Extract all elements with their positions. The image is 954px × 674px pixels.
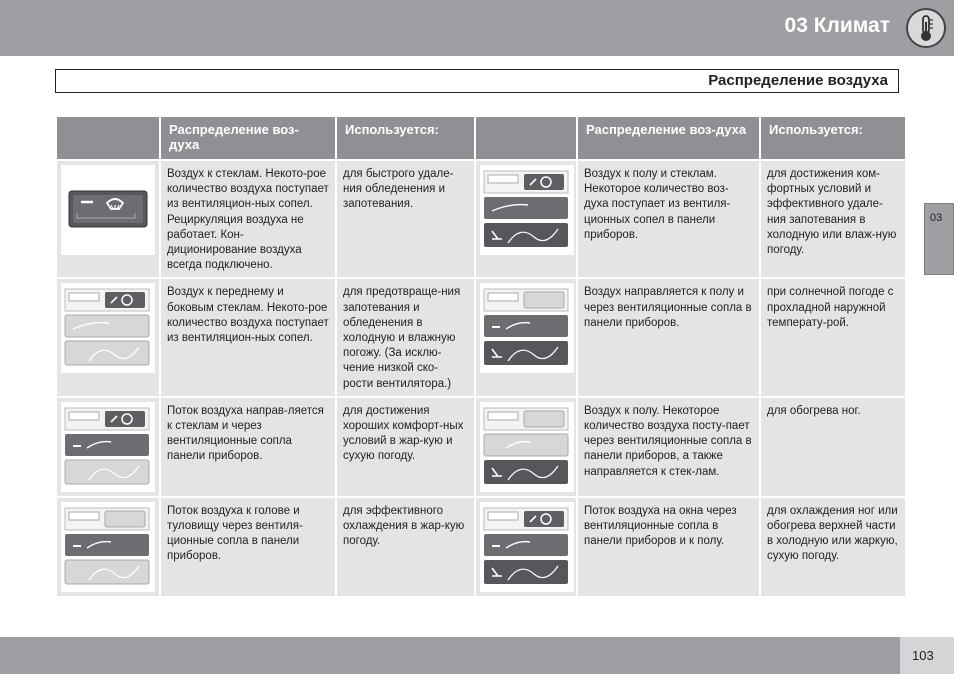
table-row [57, 161, 905, 277]
column-header [476, 117, 576, 159]
table-row [57, 498, 905, 596]
description-cell: Поток воздуха на окна через вентиляционные сопла в панели приборов и к полу. [578, 498, 759, 596]
section-header [55, 69, 899, 93]
airflow-floor-panel-icon [480, 283, 574, 373]
airflow-windscreen-icon [61, 283, 155, 373]
usage-cell: для обогрева ног. [761, 398, 905, 496]
airflow-panel-icon [61, 502, 155, 592]
description-cell: Воздух к полу и стеклам. Некоторое количество воз-духа поступает из вентиля-ционных сопел в панели приборов. [578, 161, 759, 277]
column-header [57, 117, 159, 159]
usage-cell: для охлаждения ног или обогрева верхней части в холодную или жаркую, сухую погоду. [761, 498, 905, 596]
column-header: Используется: [761, 117, 905, 159]
chapter-title: 03 Климат [784, 14, 890, 37]
description-cell: Воздух к стеклам. Некото-рое количество воздуха поступает из вентиляцион-ных сопел. Рециркуляция воздуха не работает. Кон-диционирование воздуха всегда подключено. [161, 161, 335, 277]
section-title: Распределение воздуха [708, 72, 888, 89]
description-cell: Воздух направляется к полу и через вентиляционные сопла в панели приборов. [578, 279, 759, 395]
usage-cell: для достижения хороших комфорт-ных условий в жар-кую и сухую погоду. [337, 398, 474, 496]
airflow-windscreen-panel-icon [61, 402, 155, 492]
table-row [57, 398, 905, 496]
header-bar [0, 0, 954, 56]
airflow-floor-icon [480, 402, 574, 492]
column-header: Распределение воз-духа [161, 117, 335, 159]
usage-cell: для быстрого удале-ния обледенения и запотевания. [337, 161, 474, 277]
chapter-tab-label: 03 [930, 212, 943, 224]
table-header-row [57, 117, 905, 159]
air-distribution-table [55, 115, 907, 598]
column-header: Используется: [337, 117, 474, 159]
column-header: Распределение воз-духа [578, 117, 759, 159]
usage-cell: при солнечной погоде с прохладной наружной температу-рой. [761, 279, 905, 395]
table-row [57, 279, 905, 395]
description-cell: Воздух к переднему и боковым стеклам. Некото-рое количество воздуха поступает из вентиляцион-ных сопел. [161, 279, 335, 395]
usage-cell: для достижения ком-фортных условий и эффективного удале-ния запотевания в холодную или влаж-ную погоду. [761, 161, 905, 277]
usage-cell: для эффективного охлаждения в жар-кую погоду. [337, 498, 474, 596]
footer-bar [0, 637, 954, 674]
usage-cell: для предотвраще-ния запотевания и обледенения в холодную и влажную погожу. (За исклю-чение низкой ско-рости вентилятора.) [337, 279, 474, 395]
description-cell: Поток воздуха к голове и туловищу через вентиля-ционные сопла в панели приборов. [161, 498, 335, 596]
page-number: 103 [912, 648, 934, 663]
thermometer-icon [906, 8, 946, 48]
airflow-all-icon [480, 502, 574, 592]
description-cell: Поток воздуха направ-ляется к стеклам и через вентиляционные сопла панели приборов. [161, 398, 335, 496]
page-number-box [900, 637, 954, 674]
description-cell: Воздух к полу. Некоторое количество воздуха посту-пает через вентиляционные сопла в панели приборов, а также направляется к стек-лам. [578, 398, 759, 496]
airflow-windscreen-floor-icon [480, 165, 574, 255]
defrost-button-icon [61, 165, 155, 255]
chapter-tab[interactable] [924, 203, 954, 275]
